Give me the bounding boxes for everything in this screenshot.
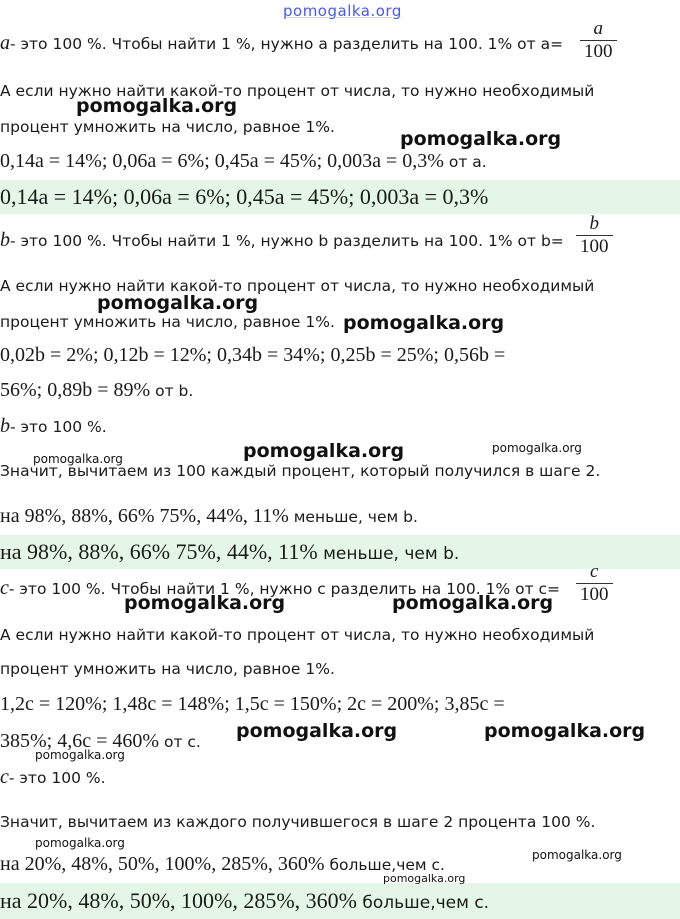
section-a-math-suffix: от a. (443, 153, 487, 171)
watermark: pomogalka.org (35, 748, 125, 762)
section-c-result-expr: на 20%, 48%, 50%, 100%, 285%, 360% (0, 853, 325, 875)
fraction-a-denominator: 100 (584, 41, 613, 62)
section-b-definition-text: - это 100 %. Чтобы найти 1 %, нужно b разделить на 100. 1% от b= (10, 232, 564, 250)
section-b-math-line2-expr: 56%; 0,89b = 89% (0, 379, 151, 401)
watermark: pomogalka.org (383, 872, 466, 885)
fraction-c-denominator: 100 (580, 584, 609, 605)
section-a-definition-text: - это 100 %. Чтобы найти 1 %, нужно a разделить на 100. 1% от a= (10, 35, 564, 53)
watermark: pomogalka.org (124, 592, 286, 614)
section-c-answer-suffix: больше,чем c. (357, 893, 490, 913)
section-a-para2: процент умножить на число, равное 1%. (0, 118, 335, 136)
fraction-b-denominator: 100 (580, 236, 609, 257)
watermark: pomogalka.org (492, 441, 582, 455)
section-a-para1: А если нужно найти какой-то процент от числа, то нужно необходимый (0, 82, 595, 100)
watermark: pomogalka.org (532, 848, 622, 862)
section-b-answer (0, 539, 459, 565)
section-c-definition-text: - это 100 %. Чтобы найти 1 %, нужно c разделить на 100. 1% от c= (8, 580, 561, 598)
section-c-result (0, 853, 445, 876)
section-c-step: Значит, вычитаем из каждого получившегося в шаге 2 процента 100 %. (0, 813, 596, 831)
watermark: pomogalka.org (392, 592, 554, 614)
section-b-definition (0, 229, 564, 252)
section-c-result-suffix: больше,чем c. (324, 856, 445, 874)
section-b-answer-suffix: меньше, чем b. (317, 544, 460, 564)
section-c-para1: А если нужно найти какой-то процент от числа, то нужно необходимый (0, 626, 595, 644)
section-b-math-line2-suffix: от b. (150, 382, 194, 400)
watermark-top[interactable]: pomogalka.org (283, 2, 402, 20)
section-c-hundred-text: - это 100 %. (8, 769, 106, 787)
watermark: pomogalka.org (400, 128, 562, 150)
section-c-hundred (0, 766, 106, 789)
watermark: pomogalka.org (97, 292, 259, 314)
section-b-math-line1: 0,02b = 2%; 0,12b = 12%; 0,34b = 34%; 0,25b = 25%; 0,56b = (0, 344, 506, 366)
section-c-answer (0, 888, 489, 914)
section-a-math-expr: 0,14a = 14%; 0,06a = 6%; 0,45a = 45%; 0,003a = 0,3% (0, 150, 444, 172)
fraction-c (576, 561, 613, 606)
section-b-result-expr: на 98%, 88%, 66% 75%, 44%, 11% (0, 505, 289, 527)
section-c-math-line2-expr: 385%; 4,6c = 460% (0, 730, 160, 752)
section-b-para2: процент умножить на число, равное 1%. (0, 313, 335, 331)
watermark: pomogalka.org (33, 452, 123, 466)
section-c-para2: процент умножить на число, равное 1%. (0, 660, 335, 678)
fraction-c-numerator: c (576, 561, 613, 584)
section-a-answer: 0,14a = 14%; 0,06a = 6%; 0,45a = 45%; 0,003a = 0,3% (0, 184, 489, 209)
var-a: a (0, 32, 10, 54)
section-b-answer-expr: на 98%, 88%, 66% 75%, 44%, 11% (0, 539, 318, 564)
var-c-2: c (0, 766, 9, 788)
fraction-a (580, 18, 617, 63)
fraction-b-numerator: b (576, 213, 613, 236)
fraction-a-numerator: a (580, 18, 617, 41)
watermark: pomogalka.org (343, 312, 505, 334)
section-a-math (0, 150, 487, 173)
section-b-para1: А если нужно найти какой-то процент от числа, то нужно необходимый (0, 277, 595, 295)
watermark: pomogalka.org (76, 95, 238, 117)
section-b-result (0, 505, 418, 528)
watermark: pomogalka.org (35, 836, 125, 850)
section-b-result-suffix: меньше, чем b. (288, 508, 418, 526)
section-b-math-line2 (0, 379, 193, 402)
watermark: pomogalka.org (484, 720, 646, 742)
section-b-hundred-text: - это 100 %. (10, 418, 107, 436)
fraction-b (576, 213, 613, 258)
var-c: c (0, 577, 9, 599)
var-b: b (0, 229, 10, 251)
var-b-2: b (0, 415, 10, 437)
section-a-definition (0, 32, 563, 55)
watermark: pomogalka.org (236, 720, 398, 742)
section-b-step: Значит, вычитаем из 100 каждый процент, который получился в шаге 2. (0, 462, 601, 480)
section-c-math-line1: 1,2c = 120%; 1,48c = 148%; 1,5c = 150%; 2c = 200%; 3,85c = (0, 693, 505, 715)
section-c-math-line2-suffix: от c. (159, 733, 201, 751)
watermark: pomogalka.org (243, 440, 405, 462)
section-b-hundred (0, 415, 107, 438)
section-c-answer-expr: на 20%, 48%, 50%, 100%, 285%, 360% (0, 888, 357, 913)
